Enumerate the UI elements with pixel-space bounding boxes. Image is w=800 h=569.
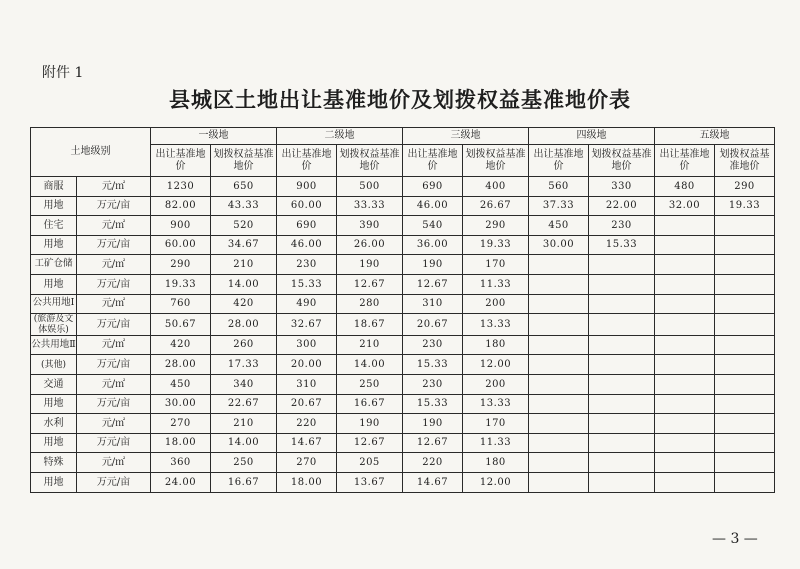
grade-header-row xyxy=(31,128,775,145)
transfer-price-header: 出让基准地价 xyxy=(277,145,337,177)
price-cell: 30.00 xyxy=(529,235,589,255)
table-row xyxy=(31,414,775,434)
price-cell: 200 xyxy=(463,375,529,395)
price-cell xyxy=(589,255,655,275)
price-cell xyxy=(589,294,655,314)
price-cell: 170 xyxy=(463,255,529,275)
price-cell xyxy=(715,453,775,473)
price-cell: 15.33 xyxy=(589,235,655,255)
table-row xyxy=(31,216,775,236)
grade-header: 四级地 xyxy=(529,128,655,145)
category-suffix: 用地 xyxy=(31,196,77,216)
price-cell xyxy=(655,375,715,395)
price-cell xyxy=(529,394,589,414)
price-cell xyxy=(529,335,589,355)
unit-cell: 元/㎡ xyxy=(77,375,151,395)
price-cell: 540 xyxy=(403,216,463,236)
unit-cell: 万元/亩 xyxy=(77,314,151,336)
price-cell xyxy=(655,414,715,434)
price-cell: 210 xyxy=(211,414,277,434)
category-suffix: 用地 xyxy=(31,274,77,294)
unit-cell: 万元/亩 xyxy=(77,394,151,414)
price-cell xyxy=(655,335,715,355)
price-cell xyxy=(529,294,589,314)
price-cell: 22.00 xyxy=(589,196,655,216)
price-cell: 690 xyxy=(403,177,463,197)
price-cell: 190 xyxy=(403,414,463,434)
price-cell: 15.33 xyxy=(403,355,463,375)
price-cell xyxy=(715,433,775,453)
price-cell xyxy=(655,473,715,493)
land-price-table xyxy=(30,127,775,493)
price-cell: 32.00 xyxy=(655,196,715,216)
price-cell xyxy=(715,473,775,493)
price-cell: 32.67 xyxy=(277,314,337,336)
attachment-label: 附件 1 xyxy=(42,65,84,81)
price-cell xyxy=(655,433,715,453)
price-cell: 450 xyxy=(151,375,211,395)
price-cell xyxy=(715,294,775,314)
price-cell: 11.33 xyxy=(463,274,529,294)
price-cell: 500 xyxy=(337,177,403,197)
price-cell xyxy=(655,216,715,236)
price-cell: 180 xyxy=(463,453,529,473)
price-cell: 420 xyxy=(211,294,277,314)
price-cell xyxy=(655,235,715,255)
price-cell: 12.67 xyxy=(337,274,403,294)
table-row xyxy=(31,433,775,453)
price-cell xyxy=(589,394,655,414)
price-cell xyxy=(655,255,715,275)
price-cell: 14.67 xyxy=(403,473,463,493)
table-row xyxy=(31,473,775,493)
price-cell: 14.00 xyxy=(211,433,277,453)
price-cell xyxy=(589,433,655,453)
category-suffix: (旅游及文体娱乐) xyxy=(31,314,77,336)
price-cell xyxy=(655,453,715,473)
unit-cell: 元/㎡ xyxy=(77,453,151,473)
price-cell: 11.33 xyxy=(463,433,529,453)
price-cell xyxy=(529,274,589,294)
price-cell: 19.33 xyxy=(463,235,529,255)
price-cell xyxy=(589,335,655,355)
allocated-price-header: 划拨权益基准地价 xyxy=(337,145,403,177)
table-row xyxy=(31,375,775,395)
table-row xyxy=(31,335,775,355)
price-cell: 900 xyxy=(277,177,337,197)
unit-cell: 元/㎡ xyxy=(77,335,151,355)
price-cell xyxy=(715,335,775,355)
price-cell xyxy=(529,375,589,395)
price-cell: 22.67 xyxy=(211,394,277,414)
price-cell: 250 xyxy=(337,375,403,395)
allocated-price-header: 划拨权益基准地价 xyxy=(463,145,529,177)
table-row xyxy=(31,394,775,414)
price-cell: 18.00 xyxy=(277,473,337,493)
allocated-price-header: 划拨权益基准地价 xyxy=(715,145,775,177)
unit-cell: 元/㎡ xyxy=(77,294,151,314)
price-cell xyxy=(529,414,589,434)
document-title: 县城区土地出让基准地价及划拨权益基准地价表 xyxy=(169,87,631,112)
price-cell xyxy=(589,453,655,473)
price-cell: 46.00 xyxy=(403,196,463,216)
price-cell xyxy=(529,473,589,493)
grade-header: 五级地 xyxy=(655,128,775,145)
price-cell: 340 xyxy=(211,375,277,395)
price-cell: 28.00 xyxy=(211,314,277,336)
price-cell: 280 xyxy=(337,294,403,314)
price-cell: 230 xyxy=(277,255,337,275)
price-cell xyxy=(589,355,655,375)
price-cell: 26.00 xyxy=(337,235,403,255)
price-cell xyxy=(655,394,715,414)
price-cell: 43.33 xyxy=(211,196,277,216)
price-cell xyxy=(655,314,715,336)
category-name: 住宅 xyxy=(31,216,77,236)
unit-cell: 万元/亩 xyxy=(77,196,151,216)
price-cell: 30.00 xyxy=(151,394,211,414)
price-cell: 19.33 xyxy=(151,274,211,294)
price-cell xyxy=(715,216,775,236)
price-cell: 270 xyxy=(277,453,337,473)
price-cell xyxy=(715,394,775,414)
price-cell xyxy=(529,255,589,275)
price-cell: 15.33 xyxy=(277,274,337,294)
category-suffix: 用地 xyxy=(31,235,77,255)
price-cell: 50.67 xyxy=(151,314,211,336)
unit-cell: 元/㎡ xyxy=(77,177,151,197)
price-cell: 390 xyxy=(337,216,403,236)
category-name: 公共用地Ⅰ xyxy=(31,294,77,314)
price-cell: 14.00 xyxy=(337,355,403,375)
price-cell xyxy=(655,274,715,294)
table-row xyxy=(31,196,775,216)
category-name: 公共用地Ⅱ xyxy=(31,335,77,355)
category-name: 商服 xyxy=(31,177,77,197)
price-cell: 14.00 xyxy=(211,274,277,294)
table-row xyxy=(31,314,775,336)
price-cell: 12.00 xyxy=(463,355,529,375)
price-cell xyxy=(715,235,775,255)
price-cell xyxy=(715,274,775,294)
price-cell: 24.00 xyxy=(151,473,211,493)
table-body xyxy=(31,177,775,493)
price-cell: 17.33 xyxy=(211,355,277,375)
price-cell: 170 xyxy=(463,414,529,434)
price-cell xyxy=(715,355,775,375)
price-cell: 19.33 xyxy=(715,196,775,216)
category-suffix: 用地 xyxy=(31,433,77,453)
price-cell: 560 xyxy=(529,177,589,197)
price-cell: 310 xyxy=(277,375,337,395)
table-row xyxy=(31,355,775,375)
price-cell: 37.33 xyxy=(529,196,589,216)
price-cell: 520 xyxy=(211,216,277,236)
price-cell: 310 xyxy=(403,294,463,314)
price-cell xyxy=(589,314,655,336)
price-cell: 13.33 xyxy=(463,314,529,336)
category-name: 特殊 xyxy=(31,453,77,473)
price-cell: 290 xyxy=(715,177,775,197)
price-cell: 1230 xyxy=(151,177,211,197)
price-cell xyxy=(715,414,775,434)
price-cell xyxy=(589,414,655,434)
table-row xyxy=(31,235,775,255)
price-cell: 230 xyxy=(403,375,463,395)
price-cell: 14.67 xyxy=(277,433,337,453)
price-cell xyxy=(655,355,715,375)
price-cell: 270 xyxy=(151,414,211,434)
price-cell: 12.00 xyxy=(463,473,529,493)
price-cell: 210 xyxy=(337,335,403,355)
table-row xyxy=(31,274,775,294)
price-cell: 480 xyxy=(655,177,715,197)
unit-cell: 万元/亩 xyxy=(77,235,151,255)
price-cell: 250 xyxy=(211,453,277,473)
price-cell: 450 xyxy=(529,216,589,236)
allocated-price-header: 划拨权益基准地价 xyxy=(211,145,277,177)
grade-header: 二级地 xyxy=(277,128,403,145)
price-cell: 210 xyxy=(211,255,277,275)
price-cell: 420 xyxy=(151,335,211,355)
table-row xyxy=(31,453,775,473)
price-cell: 12.67 xyxy=(337,433,403,453)
price-cell xyxy=(715,314,775,336)
price-cell: 290 xyxy=(151,255,211,275)
price-cell: 20.00 xyxy=(277,355,337,375)
price-cell: 400 xyxy=(463,177,529,197)
price-cell: 82.00 xyxy=(151,196,211,216)
price-cell xyxy=(715,375,775,395)
price-cell: 13.67 xyxy=(337,473,403,493)
price-cell: 300 xyxy=(277,335,337,355)
price-cell: 16.67 xyxy=(337,394,403,414)
category-suffix: 用地 xyxy=(31,473,77,493)
category-suffix: 用地 xyxy=(31,394,77,414)
allocated-price-header: 划拨权益基准地价 xyxy=(589,145,655,177)
unit-cell: 元/㎡ xyxy=(77,414,151,434)
unit-cell: 万元/亩 xyxy=(77,355,151,375)
price-cell xyxy=(589,274,655,294)
transfer-price-header: 出让基准地价 xyxy=(403,145,463,177)
price-cell: 360 xyxy=(151,453,211,473)
price-cell: 36.00 xyxy=(403,235,463,255)
price-cell: 490 xyxy=(277,294,337,314)
price-cell: 18.00 xyxy=(151,433,211,453)
price-cell xyxy=(589,473,655,493)
unit-cell: 万元/亩 xyxy=(77,274,151,294)
price-cell: 760 xyxy=(151,294,211,314)
price-cell: 900 xyxy=(151,216,211,236)
table-row xyxy=(31,294,775,314)
price-cell: 13.33 xyxy=(463,394,529,414)
price-cell: 230 xyxy=(589,216,655,236)
price-cell: 230 xyxy=(403,335,463,355)
price-cell: 12.67 xyxy=(403,274,463,294)
transfer-price-header: 出让基准地价 xyxy=(529,145,589,177)
price-cell: 34.67 xyxy=(211,235,277,255)
price-cell: 205 xyxy=(337,453,403,473)
price-cell: 33.33 xyxy=(337,196,403,216)
price-cell: 190 xyxy=(337,414,403,434)
price-cell: 60.00 xyxy=(277,196,337,216)
price-cell: 20.67 xyxy=(403,314,463,336)
table-row xyxy=(31,177,775,197)
category-name: 交通 xyxy=(31,375,77,395)
price-cell: 290 xyxy=(463,216,529,236)
price-cell: 690 xyxy=(277,216,337,236)
price-cell: 18.67 xyxy=(337,314,403,336)
price-cell: 200 xyxy=(463,294,529,314)
price-cell xyxy=(715,255,775,275)
price-cell: 190 xyxy=(403,255,463,275)
price-cell: 650 xyxy=(211,177,277,197)
price-cell xyxy=(529,355,589,375)
price-cell: 220 xyxy=(403,453,463,473)
price-cell: 260 xyxy=(211,335,277,355)
category-name: 水利 xyxy=(31,414,77,434)
price-cell: 28.00 xyxy=(151,355,211,375)
transfer-price-header: 出让基准地价 xyxy=(151,145,211,177)
price-cell: 26.67 xyxy=(463,196,529,216)
price-cell: 15.33 xyxy=(403,394,463,414)
price-cell: 220 xyxy=(277,414,337,434)
table-row xyxy=(31,255,775,275)
price-cell xyxy=(529,314,589,336)
unit-cell: 元/㎡ xyxy=(77,255,151,275)
price-cell: 46.00 xyxy=(277,235,337,255)
price-cell: 60.00 xyxy=(151,235,211,255)
page-number: — 3 — xyxy=(712,531,758,547)
category-suffix: (其他) xyxy=(31,355,77,375)
unit-cell: 万元/亩 xyxy=(77,433,151,453)
price-cell: 20.67 xyxy=(277,394,337,414)
category-name: 工矿仓储 xyxy=(31,255,77,275)
price-cell: 16.67 xyxy=(211,473,277,493)
price-cell xyxy=(589,375,655,395)
price-cell xyxy=(529,433,589,453)
price-cell xyxy=(529,453,589,473)
price-cell: 190 xyxy=(337,255,403,275)
transfer-price-header: 出让基准地价 xyxy=(655,145,715,177)
grade-header: 一级地 xyxy=(151,128,277,145)
grade-header: 三级地 xyxy=(403,128,529,145)
price-cell: 12.67 xyxy=(403,433,463,453)
price-cell xyxy=(655,294,715,314)
unit-cell: 万元/亩 xyxy=(77,473,151,493)
corner-label-cell: 土地级别 xyxy=(31,128,151,177)
price-cell: 330 xyxy=(589,177,655,197)
price-cell: 180 xyxy=(463,335,529,355)
unit-cell: 元/㎡ xyxy=(77,216,151,236)
